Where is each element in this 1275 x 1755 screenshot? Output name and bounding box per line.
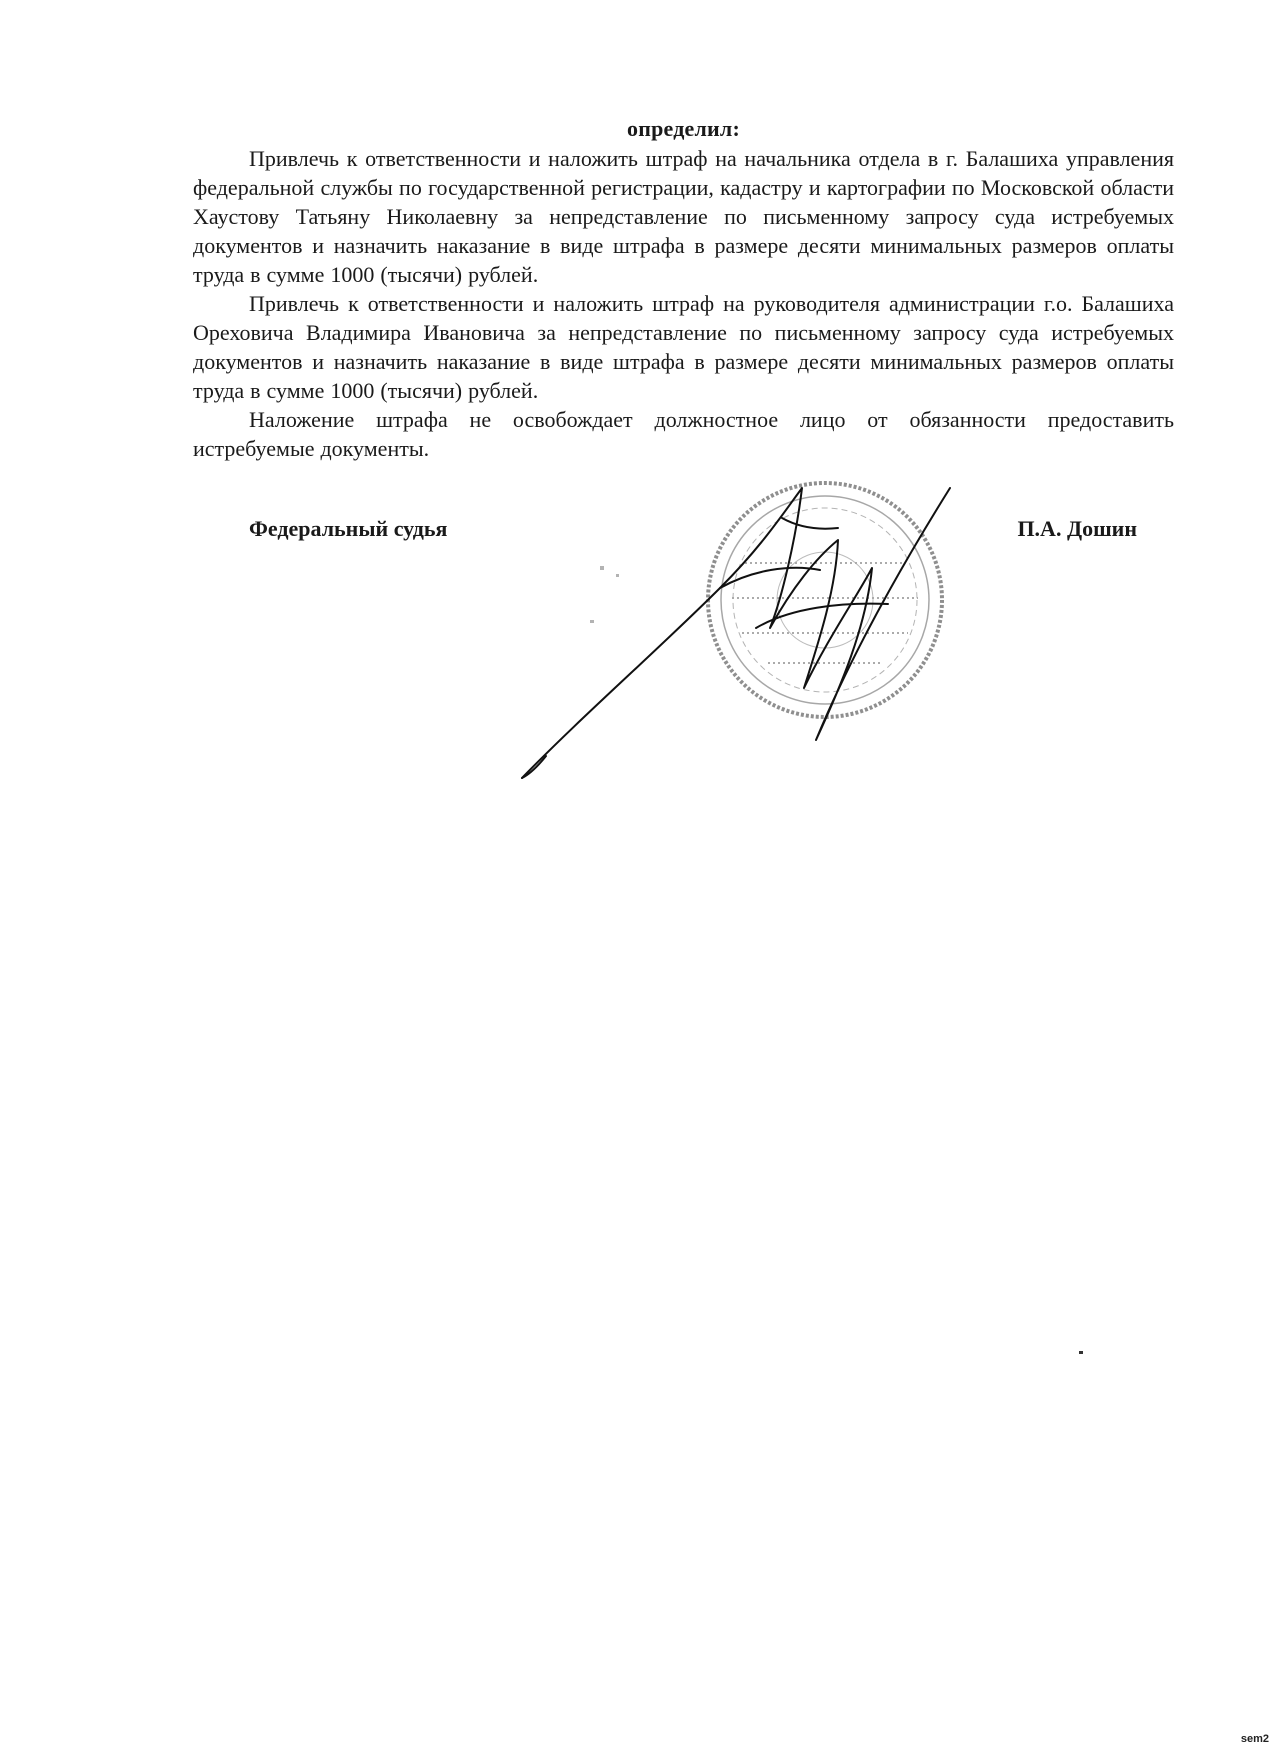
decision-heading: определил: [627,116,740,141]
document-body [193,114,1174,541]
paragraph-2: Привлечь к ответственности и наложить штраф на руководителя администрации г.о. Балашиха Ореховича Владимира Ивановича за непредставление по письменному запросу суда истребуемых документов и назначить наказание в виде штрафа в размере десяти минимальных размеров оплаты труда в сумме 1000 (тысячи) рублей. [193,291,1174,403]
judge-title: Федеральный судья [249,516,448,541]
handwritten-signature-icon [522,488,950,778]
stamp-and-signature [520,478,970,798]
judge-name: П.А. Дошин [1017,516,1137,541]
paragraph-1: Привлечь к ответственности и наложить штраф на начальника отдела в г. Балашиха управления федеральной службы по государственной регистрации, кадастру и картографии по Московской области Хаустову Татьяну Николаевну за непредставление по письменному запросу суда истребуемых документов и назначить наказание в виде штрафа в размере десяти минимальных размеров оплаты труда в сумме 1000 (тысячи) рублей. [193,146,1174,287]
court-seal-icon [590,483,942,717]
watermark: sem2 [1240,1733,1269,1745]
scan-speck [1079,1351,1083,1354]
paragraph-3: Наложение штрафа не освобождает должностное лицо от обязанности предоставить истребуемые документы. [193,407,1174,461]
